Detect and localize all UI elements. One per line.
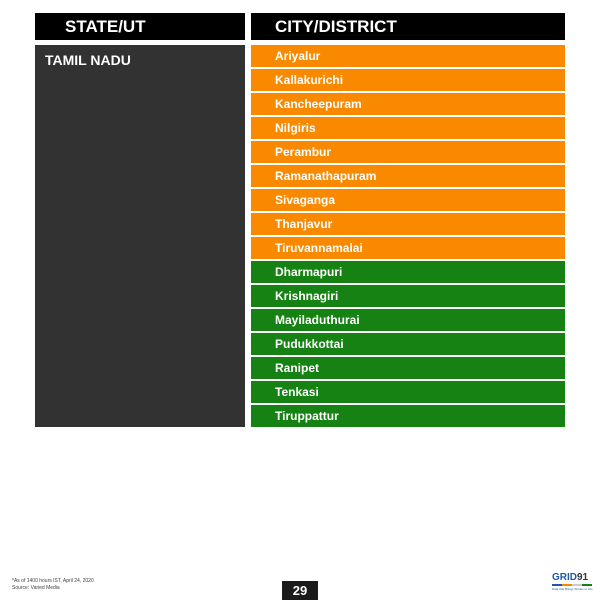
grid91-logo [552,572,596,594]
footnote-timestamp: *As of 1400 hours IST, April 24, 2020 [12,578,94,584]
logo-text-b: 91 [577,572,589,583]
city-row: Sivaganga [251,189,565,211]
state-panel [35,45,245,427]
logo-wordmark [552,572,596,583]
page-number: 29 [282,581,318,600]
city-row: Ramanathapuram [251,165,565,187]
logo-color-bar [552,584,592,586]
city-row: Mayiladuthurai [251,309,565,331]
city-row: Dharmapuri [251,261,565,283]
city-row: Nilgiris [251,117,565,139]
logo-tagline: Data that Brings Stories to Life [552,587,593,591]
city-row: Thanjavur [251,213,565,235]
city-row: Tiruvannamalai [251,237,565,259]
city-header: CITY/DISTRICT [251,13,565,40]
city-row: Ranipet [251,357,565,379]
city-row: Kallakurichi [251,69,565,91]
city-list [251,45,565,429]
state-name: TAMIL NADU [45,52,131,68]
city-row: Pudukkottai [251,333,565,355]
city-row: Krishnagiri [251,285,565,307]
city-row: Perambur [251,141,565,163]
city-row: Tiruppattur [251,405,565,427]
footnote [12,578,94,592]
city-row: Ariyalur [251,45,565,67]
logo-text-a: GRID [552,572,577,583]
state-header: STATE/UT [35,13,245,40]
footnote-source: Source: Varied Media [12,585,60,591]
city-row: Tenkasi [251,381,565,403]
city-row: Kancheepuram [251,93,565,115]
